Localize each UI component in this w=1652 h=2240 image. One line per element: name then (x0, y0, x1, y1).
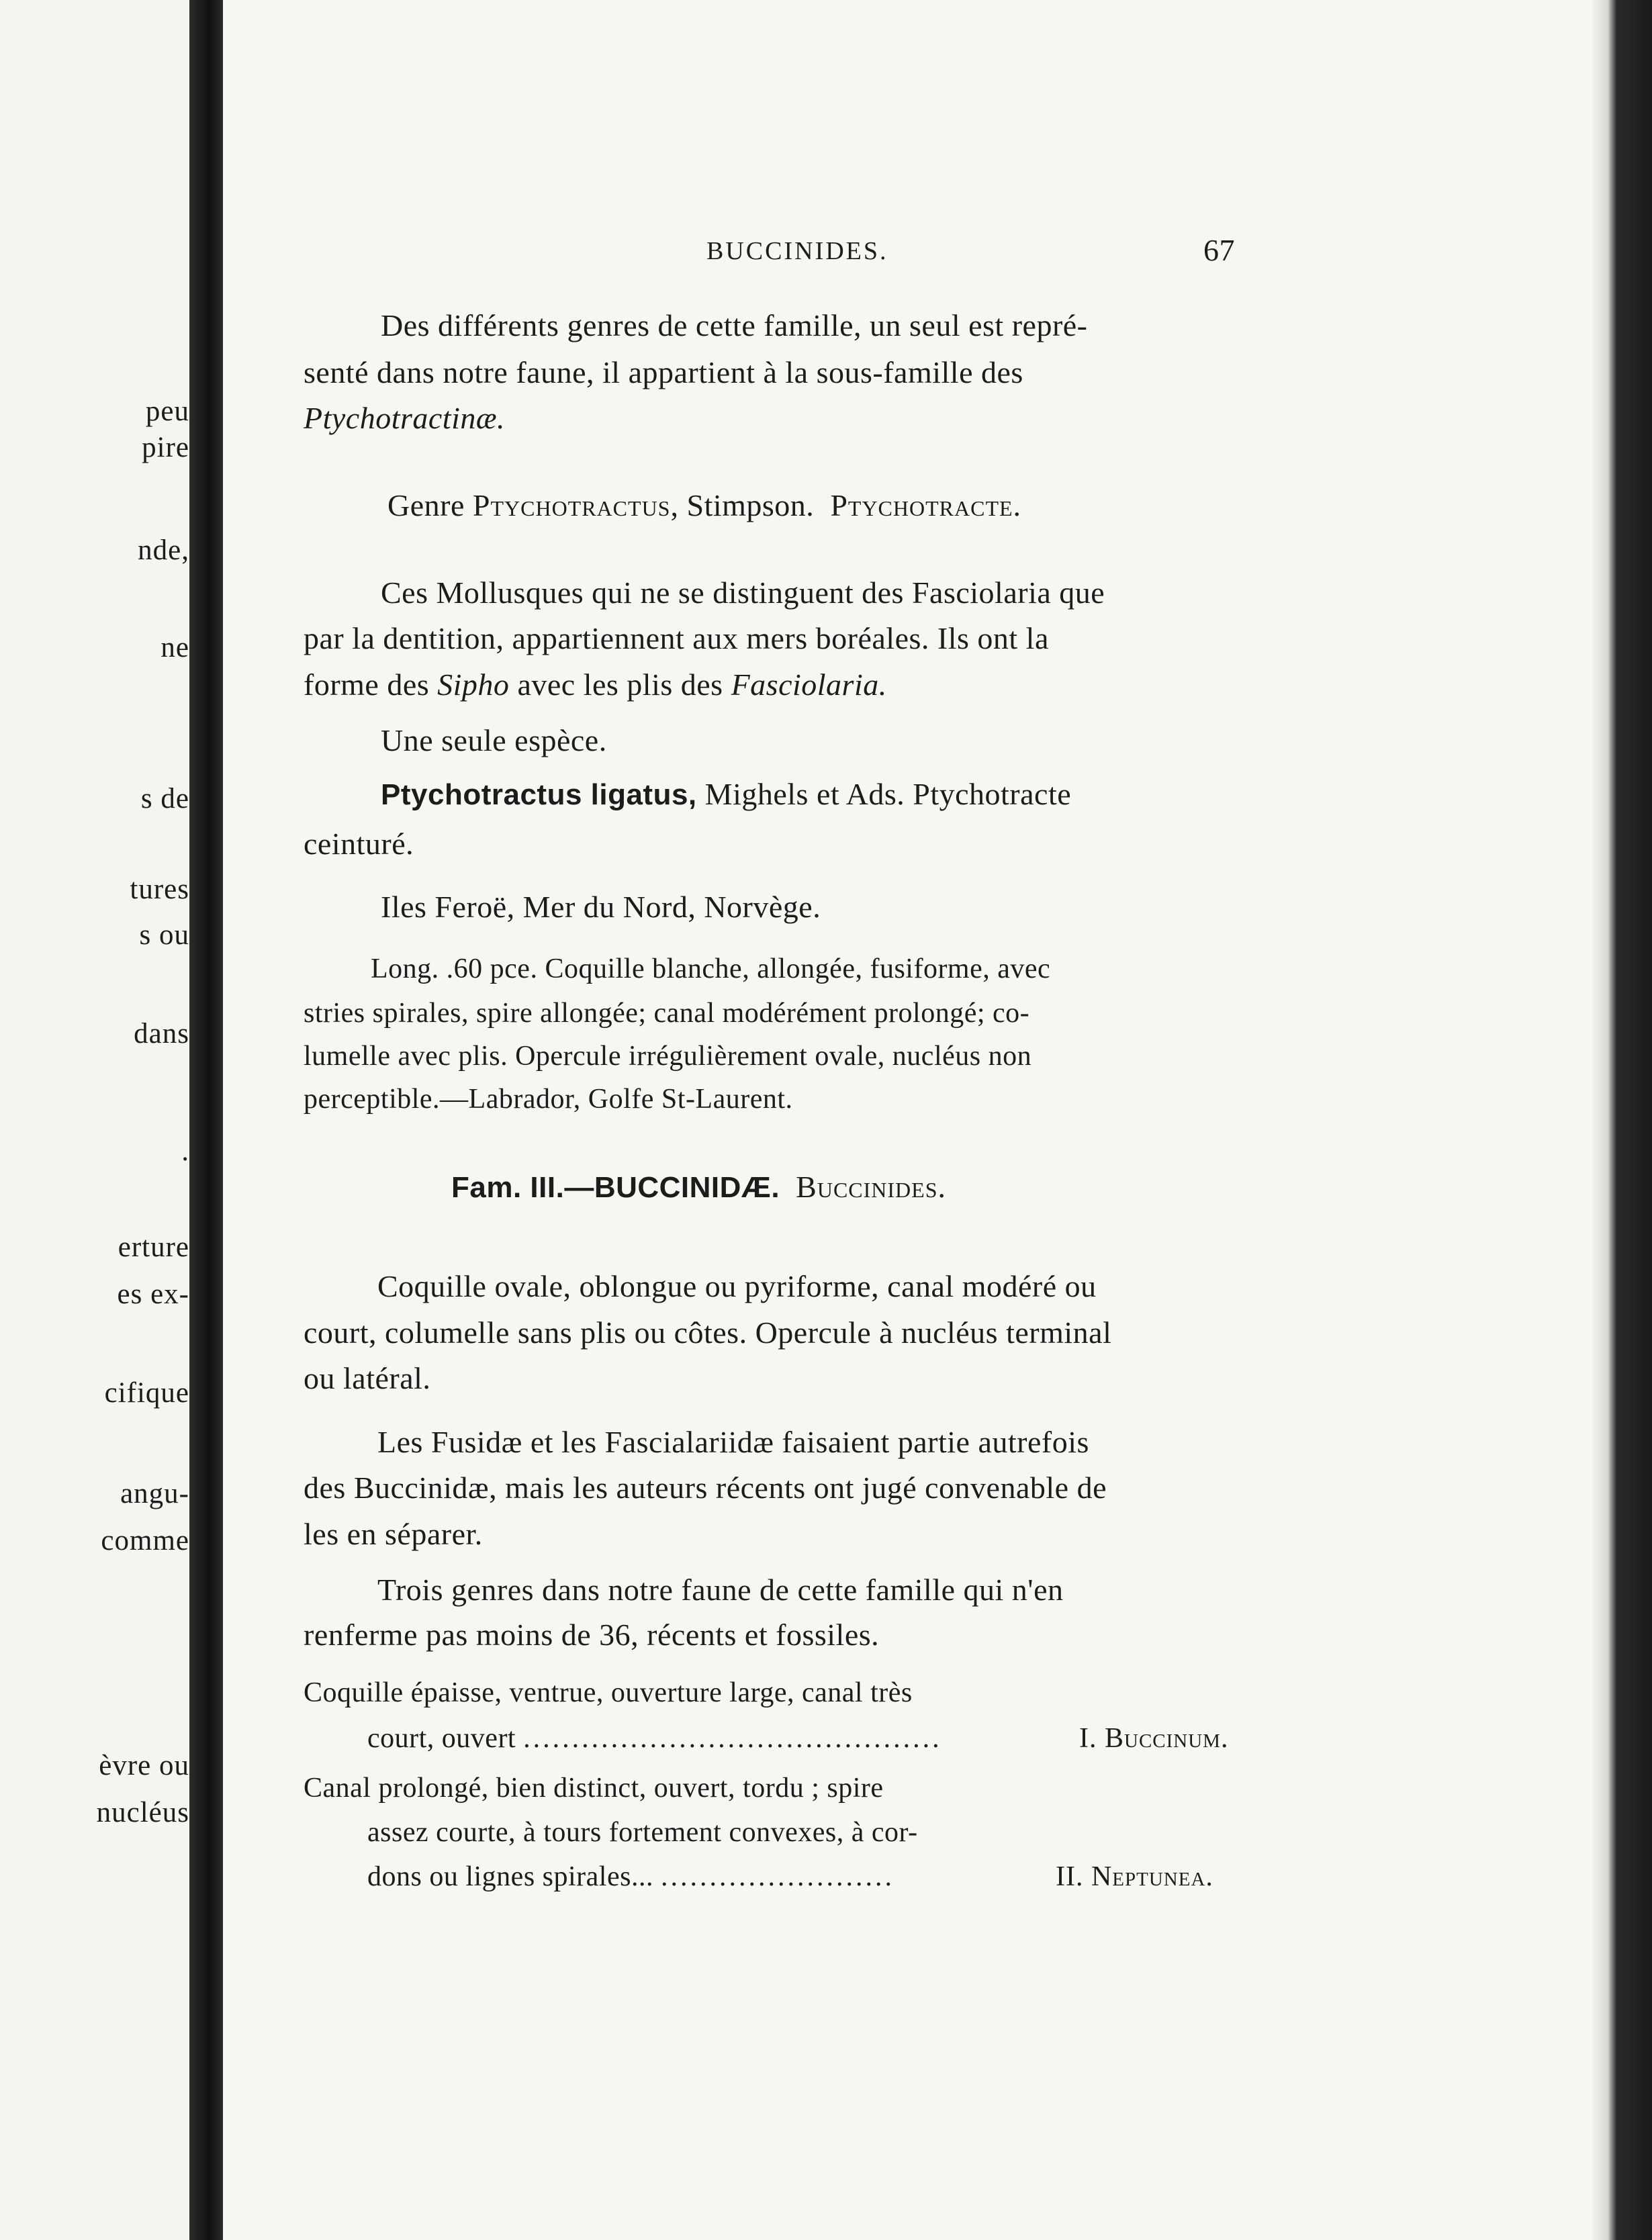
left-fragment: angu- (120, 1478, 189, 1509)
running-title: BUCCINIDES. (706, 237, 888, 265)
family-label: Fam. III.—BUCCINIDÆ. (451, 1171, 780, 1204)
left-fragment: es ex- (117, 1278, 189, 1310)
paragraph-line: les en séparer. (304, 1517, 483, 1551)
book-gutter (189, 0, 223, 2240)
paragraph-line: senté dans notre faune, il appartient à la sous-famille des (304, 355, 1023, 389)
text-run: avec les plis des (509, 667, 731, 702)
paragraph-line: Une seule espèce. (381, 723, 607, 757)
left-fragment: erture (118, 1231, 189, 1263)
locality: Iles Feroë, Mer du Nord, Norvège. (381, 890, 821, 924)
left-fragment: èvre ou (99, 1750, 189, 1781)
left-fragment: s ou (139, 919, 189, 951)
left-fragment: s de (140, 783, 189, 814)
family-french-name: Buccinides. (796, 1170, 947, 1204)
page-edge (1593, 0, 1652, 2240)
description-line: lumelle avec plis. Opercule irrégulièrement ovale, nucléus non (304, 1041, 1032, 1072)
key-line: assez courte, à tours fortement convexes, à cor- (367, 1817, 918, 1848)
key-text: dons ou lignes spirales... (367, 1861, 653, 1892)
left-fragment: pire (142, 432, 189, 463)
left-fragment: dans (134, 1018, 189, 1049)
paragraph-line: Les Fusidæ et les Fascialariidæ faisaient partie autrefois (377, 1425, 1089, 1459)
paragraph-line: Ces Mollusques qui ne se distinguent des Fasciolaria que (381, 575, 1105, 610)
paragraph-line: renferme pas moins de 36, récents et fossiles. (304, 1618, 880, 1652)
left-fragment: cifique (104, 1377, 189, 1409)
key-line (367, 1724, 942, 1753)
species-name: Ptychotractus ligatus, (381, 778, 697, 811)
left-fragment: tures (130, 874, 189, 905)
left-fragment: comme (101, 1525, 189, 1556)
key-line: Canal prolongé, bien distinct, ouvert, tordu ; spire (304, 1773, 884, 1804)
description-line: stries spirales, spire allongée; canal modérément prolongé; co- (304, 998, 1030, 1029)
key-line (367, 1863, 894, 1891)
taxon-name: Fasciolaria. (731, 667, 887, 702)
genus-author: , Stimpson. (670, 488, 815, 522)
key-result-genus: I. Buccinum. (1079, 1723, 1229, 1754)
page-number: 67 (1203, 233, 1235, 267)
leader-dots: ........................ (660, 1861, 894, 1892)
left-page-fragment (0, 0, 189, 2240)
key-result-genus: II. Neptunea. (1056, 1861, 1213, 1892)
paragraph-line: Des différents genres de cette famille, un seul est repré- (381, 308, 1088, 342)
species-heading (381, 779, 1071, 810)
paragraph-line: ou latéral. (304, 1361, 431, 1395)
text-run: forme des (304, 667, 438, 702)
paragraph-line: Ptychotractinæ. (304, 401, 506, 435)
left-fragment: peu (145, 395, 189, 427)
species-french-name: ceinturé. (304, 827, 414, 861)
genus-heading (387, 490, 1021, 521)
page (223, 0, 1593, 2240)
species-author: Mighels et Ads. Ptychotracte (696, 777, 1072, 811)
paragraph-line: par la dentition, appartiennent aux mers boréales. Ils ont la (304, 621, 1049, 655)
leader-dots: ........................................... (523, 1723, 942, 1754)
genus-french-name: Ptychotracte. (830, 488, 1022, 522)
left-fragment: nde, (138, 534, 189, 566)
description-line: perceptible.—Labrador, Golfe St-Laurent. (304, 1084, 793, 1115)
paragraph-line: Trois genres dans notre faune de cette famille qui n'en (377, 1573, 1064, 1607)
paragraph-line (304, 669, 887, 700)
genus-name: Ptychotractus (472, 488, 671, 522)
key-text: court, ouvert (367, 1723, 516, 1754)
left-fragment: . (181, 1135, 189, 1167)
family-heading (451, 1172, 946, 1203)
paragraph-line: court, columelle sans plis ou côtes. Opercule à nucléus terminal (304, 1315, 1112, 1350)
taxon-name: Sipho (437, 667, 510, 702)
paragraph-line: Coquille ovale, oblongue ou pyriforme, canal modéré ou (377, 1269, 1097, 1303)
genus-prefix: Genre (387, 488, 473, 522)
key-line: Coquille épaisse, ventrue, ouverture large, canal très (304, 1677, 913, 1708)
left-fragment: nucléus (96, 1797, 189, 1828)
left-fragment: ne (160, 632, 189, 663)
paragraph-line: des Buccinidæ, mais les auteurs récents ont jugé convenable de (304, 1471, 1107, 1505)
description-line: Long. .60 pce. Coquille blanche, allongée, fusiforme, avec (371, 953, 1051, 984)
